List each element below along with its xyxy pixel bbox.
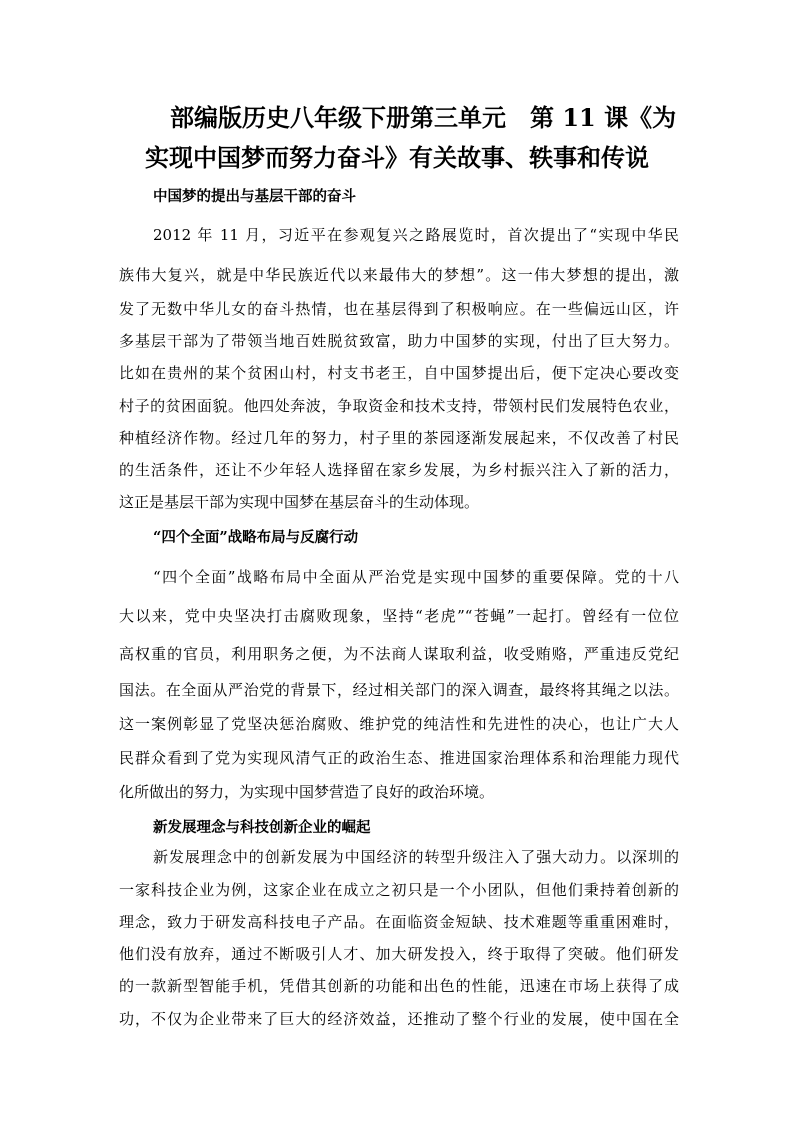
section-heading: 新发展理念与科技创新企业的崛起 xyxy=(153,819,371,836)
paragraph-line: 功，不仅为企业带来了巨大的经济效益，还推动了整个行业的发展，使中国在全 xyxy=(119,1010,679,1028)
paragraph-line: 新发展理念中的创新发展为中国经济的转型升级注入了强大动力。以深圳的 xyxy=(153,848,679,866)
paragraph-line: 高权重的官员，利用职务之便，为不法商人谋取利益，收受贿赂，严重违反党纪 xyxy=(119,645,679,663)
paragraph-line: 的生活条件，还让不少年轻人选择留在家乡发展，为乡村振兴注入了新的活力， xyxy=(119,461,679,479)
document-title-line-1: 部编版历史八年级下册第三单元 第 11 课《为 xyxy=(170,103,677,132)
paragraph-line: 民群众看到了党为实现风清气正的政治生态、推进国家治理体系和治理能力现代 xyxy=(119,749,679,767)
paragraph-line: 化所做出的努力，为实现中国梦营造了良好的政治环境。 xyxy=(119,783,495,801)
paragraph-line: 理念，致力于研发高科技电子产品。在面临资金短缺、技术难题等重重困难时， xyxy=(119,913,679,931)
paragraph-line: 多基层干部为了带领当地百姓脱贫致富，助力中国梦的实现，付出了巨大努力。 xyxy=(119,332,679,350)
section-heading: “四个全面”战略布局与反腐行动 xyxy=(153,529,359,546)
paragraph-line: 一家科技企业为例，这家企业在成立之初只是一个小团队，但他们秉持着创新的 xyxy=(119,881,679,899)
paragraph-line: 大以来，党中央坚决打击腐败现象，坚持“老虎”“苍蝇”一起打。曾经有一位位 xyxy=(119,607,679,625)
paragraph-line: 他们没有放弃，通过不断吸引人才、加大研发投入，终于取得了突破。他们研发 xyxy=(119,945,679,963)
paragraph-line: 比如在贵州的某个贫困山村，村支书老王，自中国梦提出后，便下定决心要改变 xyxy=(119,364,679,382)
paragraph-line: 国法。在全面从严治党的背景下，经过相关部门的深入调查，最终将其绳之以法。 xyxy=(119,681,679,699)
paragraph-line: 这一案例彰显了党坚决惩治腐败、维护党的纯洁性和先进性的决心，也让广大人 xyxy=(119,715,679,733)
paragraph-line: 族伟大复兴，就是中华民族近代以来最伟大的梦想”。这一伟大梦想的提出，激 xyxy=(119,266,679,284)
document-title-line-2: 实现中国梦而努力奋斗》有关故事、轶事和传说 xyxy=(145,143,649,172)
paragraph-line: 村子的贫困面貌。他四处奔波，争取资金和技术支持，带领村民们发展特色农业， xyxy=(119,397,679,415)
paragraph-line: 发了无数中华儿女的奋斗热情，也在基层得到了积极响应。在一些偏远山区，许 xyxy=(119,300,679,318)
paragraph-line: “四个全面”战略布局中全面从严治党是实现中国梦的重要保障。党的十八 xyxy=(153,568,679,586)
paragraph-line: 这正是基层干部为实现中国梦在基层奋斗的生动体现。 xyxy=(119,493,480,511)
paragraph-line: 2012 年 11 月，习近平在参观复兴之路展览时，首次提出了“实现中华民 xyxy=(153,226,679,244)
paragraph-line: 的一款新型智能手机，凭借其创新的功能和出色的性能，迅速在市场上获得了成 xyxy=(119,977,679,995)
paragraph-line: 种植经济作物。经过几年的努力，村子里的茶园逐渐发展起来，不仅改善了村民 xyxy=(119,429,679,447)
section-heading: 中国梦的提出与基层干部的奋斗 xyxy=(153,188,356,205)
